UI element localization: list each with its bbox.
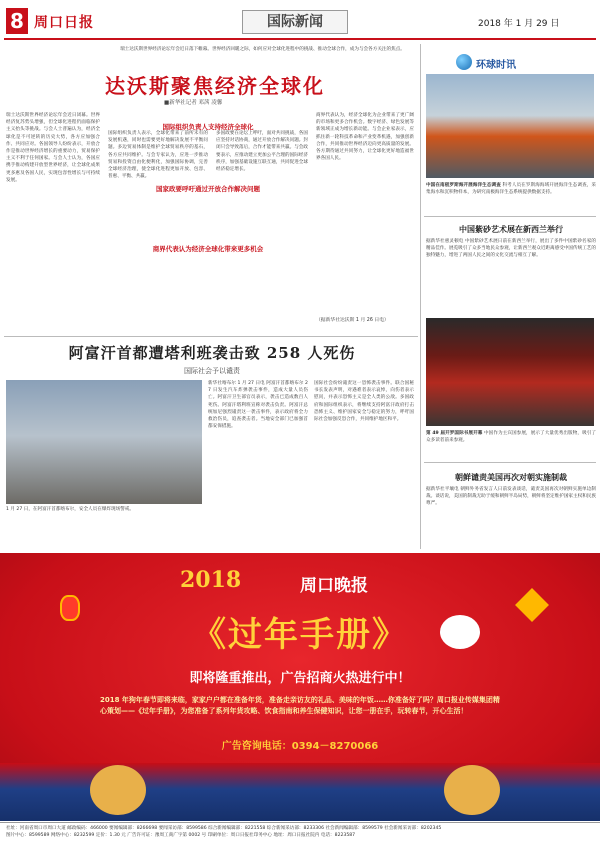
right-divider-1 xyxy=(424,216,596,217)
globe-icon xyxy=(456,54,472,70)
world-column-label: 环球时讯 xyxy=(476,60,516,71)
dog-icon xyxy=(440,615,480,649)
lantern-icon xyxy=(60,595,80,621)
lead-subhead-2: 国家政要呼吁通过开放合作解决问题 xyxy=(156,185,260,193)
antarctic-photo xyxy=(426,74,594,178)
ad-main-title: 《过年手册》 xyxy=(192,615,408,655)
footer-line-1: 社址：河南省周口市周口大道 邮政编码：466000 要闻编辑部：8266698 要闻采访部：8599586 综合新闻编辑部：8221558 综合新闻采访部：8233306 社会新闻编辑部：8599579 社会新闻采访部：8202345 xyxy=(6,826,442,831)
book-fair-caption: 第 49 届开罗国际书展开幕 中国作为主宾国参展，展示了大量优秀出版物，吸引了众多读者前来参观。 xyxy=(426,431,596,444)
lead-title: 达沃斯聚焦经济全球化 xyxy=(105,74,325,98)
footer-line-2: 图片中心：8599589 网络中心：8232599 定价：1.30 元 广告许可证：豫周工商广字第 0002 号 印刷单位：周口日报社印务中心 地址：周口日报社院内 电话：8223587 xyxy=(6,833,356,838)
lead-col-3: 多国政要在论坛上呼吁，面对共同挑战，各国应坚持对话协商，通过开放合作解决问题。封闭只会导致落后，合作才能带来共赢。与会政要表示，应推动建立更加公平合理的国际经济秩序，加强基础设施互联互通，共同促进全球经济稳定增长。 xyxy=(216,131,308,173)
lead-col-1: 瑞士达沃斯世界经济论坛年会近日闭幕。世界经济复苏势头增强，但全球化进程仍面临保护主义抬头等挑战。与会人士普遍认为，经济全球化是不可逆转的历史大势，各方应加强合作、共同应对。各国领导人纷纷表示，开放合作是推动世界经济增长的重要动力，贸易保护主义不利于任何国家。与会人士认为，各国应携手推动构建开放型世界经济，让全球化成果更多惠及各国人民，实现包容性增长与可持续发展。 xyxy=(6,113,100,183)
afghan-photo xyxy=(6,380,202,504)
paper-name: 周口日报 xyxy=(34,15,94,31)
page-number: 8 xyxy=(6,8,28,34)
lead-end-note: （据新华社达沃斯 1 月 26 日电） xyxy=(316,318,389,323)
book-fair-caption-title: 第 49 届开罗国际书展开幕 xyxy=(426,431,483,436)
dog-mascot-right-icon xyxy=(444,765,500,815)
column-divider xyxy=(420,44,421,549)
right-divider-2 xyxy=(424,462,596,463)
ad-year: 2018 xyxy=(180,567,242,593)
dprk-title: 朝鲜谴责美国再次对朝实施制裁 xyxy=(455,473,567,482)
lead-subhead-1: 国际组织负责人支持经济全球化 xyxy=(162,123,254,131)
exhibition-title: 中国紫砂艺术展在新西兰举行 xyxy=(459,225,563,234)
book-fair-photo xyxy=(426,318,594,426)
ad-phone: 广告咨询电话：0394－8270066 xyxy=(221,741,379,752)
exhibition-text: 据新华社惠灵顿电 中国紫砂艺术展日前在新西兰举行，展出了多件中国紫砂名家的精品佳作。展览吸引了众多当地民众参观，让新西兰观众近距离感受中国传统工艺的独特魅力，增进了两国人民之间的文化交流与相互了解。 xyxy=(426,239,596,259)
issue-date: 2018 年 1 月 29 日 xyxy=(478,19,560,29)
article-divider xyxy=(4,336,418,337)
lead-subhead-3: 商界代表认为经济全球化带来更多机会 xyxy=(152,245,264,253)
lead-col-4: 商界代表认为，经济全球化为企业带来了更广阔的市场和更多合作机会。数字经济、绿色发展等新领域正成为增长新动能。与会企业家表示，应抓住新一轮科技革命和产业变革机遇，加强创新合作，共同推动世界经济迈向更高质量的发展。各方期待通过共同努力，让全球化更好地造福世界各国人民。 xyxy=(316,113,414,162)
dog-mascot-left-icon xyxy=(90,765,146,815)
afghan-caption: 1 月 27 日，在阿富汗首都喀布尔，安全人员在爆炸现场警戒。 xyxy=(6,507,134,512)
lead-intro: 瑞士达沃斯世界经济论坛年会近日落下帷幕。世界经济回暖之际，如何应对全球化进程中的挑战、推动全球合作，成为与会各方关注的焦点。 xyxy=(120,47,405,52)
footer xyxy=(0,822,600,847)
lead-byline: ■新华社记者 邓茜 凌馨 xyxy=(164,100,223,106)
afghan-subtitle: 国际社会予以谴责 xyxy=(184,367,240,375)
afghan-col-2: 国际社会纷纷谴责这一恐怖袭击事件。联合国秘书长发表声明，对遇难者表示哀悼，向伤者表示慰问，并表示恐怖主义是全人类的公敌。多国政府和国际组织表示，将继续支持阿富汗政府打击恐怖主义、维护国家安全与稳定的努力，呼吁国际社会加强反恐合作，共同维护地区和平。 xyxy=(314,381,414,423)
afghan-title: 阿富汗首都遭塔利班袭击致 258 人死伤 xyxy=(68,344,356,362)
ad-body: 2018 年狗年春节即将来临，家家户户都在准备年货，准备走亲访友的礼品、美味的年饭……你准备好了吗？周口报业传媒集团精心策划——《过年手册》，为您准备了系列年货攻略、饮食指南和养生保健知识，让您一册在手，玩转春节，开心生活！ xyxy=(100,696,500,715)
header-divider xyxy=(4,38,596,40)
section-title: 国际新闻 xyxy=(242,10,348,34)
afghan-col-1: 新华社喀布尔 1 月 27 日电 阿富汗首都喀布尔 27 日发生汽车炸弹袭击事件，造成大量人员伤亡。阿富汗卫生部官员表示，袭击已造成数百人死伤。阿富汗塔利班宣称对袭击负责。阿富汗总统加尼强烈谴责这一袭击事件，表示政府将全力救治伤员，追查袭击者。当地安全部门已加强首都安保措施。 xyxy=(208,381,308,430)
ad-paper-brand: 周口晚报 xyxy=(300,576,368,596)
antarctic-caption-title: 中国在南极罗斯海开展海洋生态调查 xyxy=(426,183,501,188)
lead-col-2: 国际组织负责人表示，全球化带来了前所未有的发展机遇，同时也需要更好地解决发展不平衡问题。多边贸易体制是维护全球贸易秩序的基石，各方应共同维护。与会专家认为，应进一步推动贸易和投资自由化便利化，加强国际协调，完善全球经济治理，使全球化进程更加开放、包容、普惠、平衡、共赢。 xyxy=(108,131,208,180)
antarctic-caption: 中国在南极罗斯海开展海洋生态调查 科考人员在罗斯海海域开展海洋生态调查，采集海水和沉积物样本，为研究南极海洋生态系统提供数据支持。 xyxy=(426,183,596,196)
dprk-text: 据新华社平壤电 朝鲜外务省发言人日前发表谈话，谴责美国再次对朝鲜实施单边制裁。谈话说，美国的制裁无助于缓和朝鲜半岛局势，朝鲜将坚定维护国家主权和民族尊严。 xyxy=(426,487,596,507)
advertisement xyxy=(0,553,600,821)
ad-tagline: 即将隆重推出，广告招商火热进行中！ xyxy=(189,671,411,686)
